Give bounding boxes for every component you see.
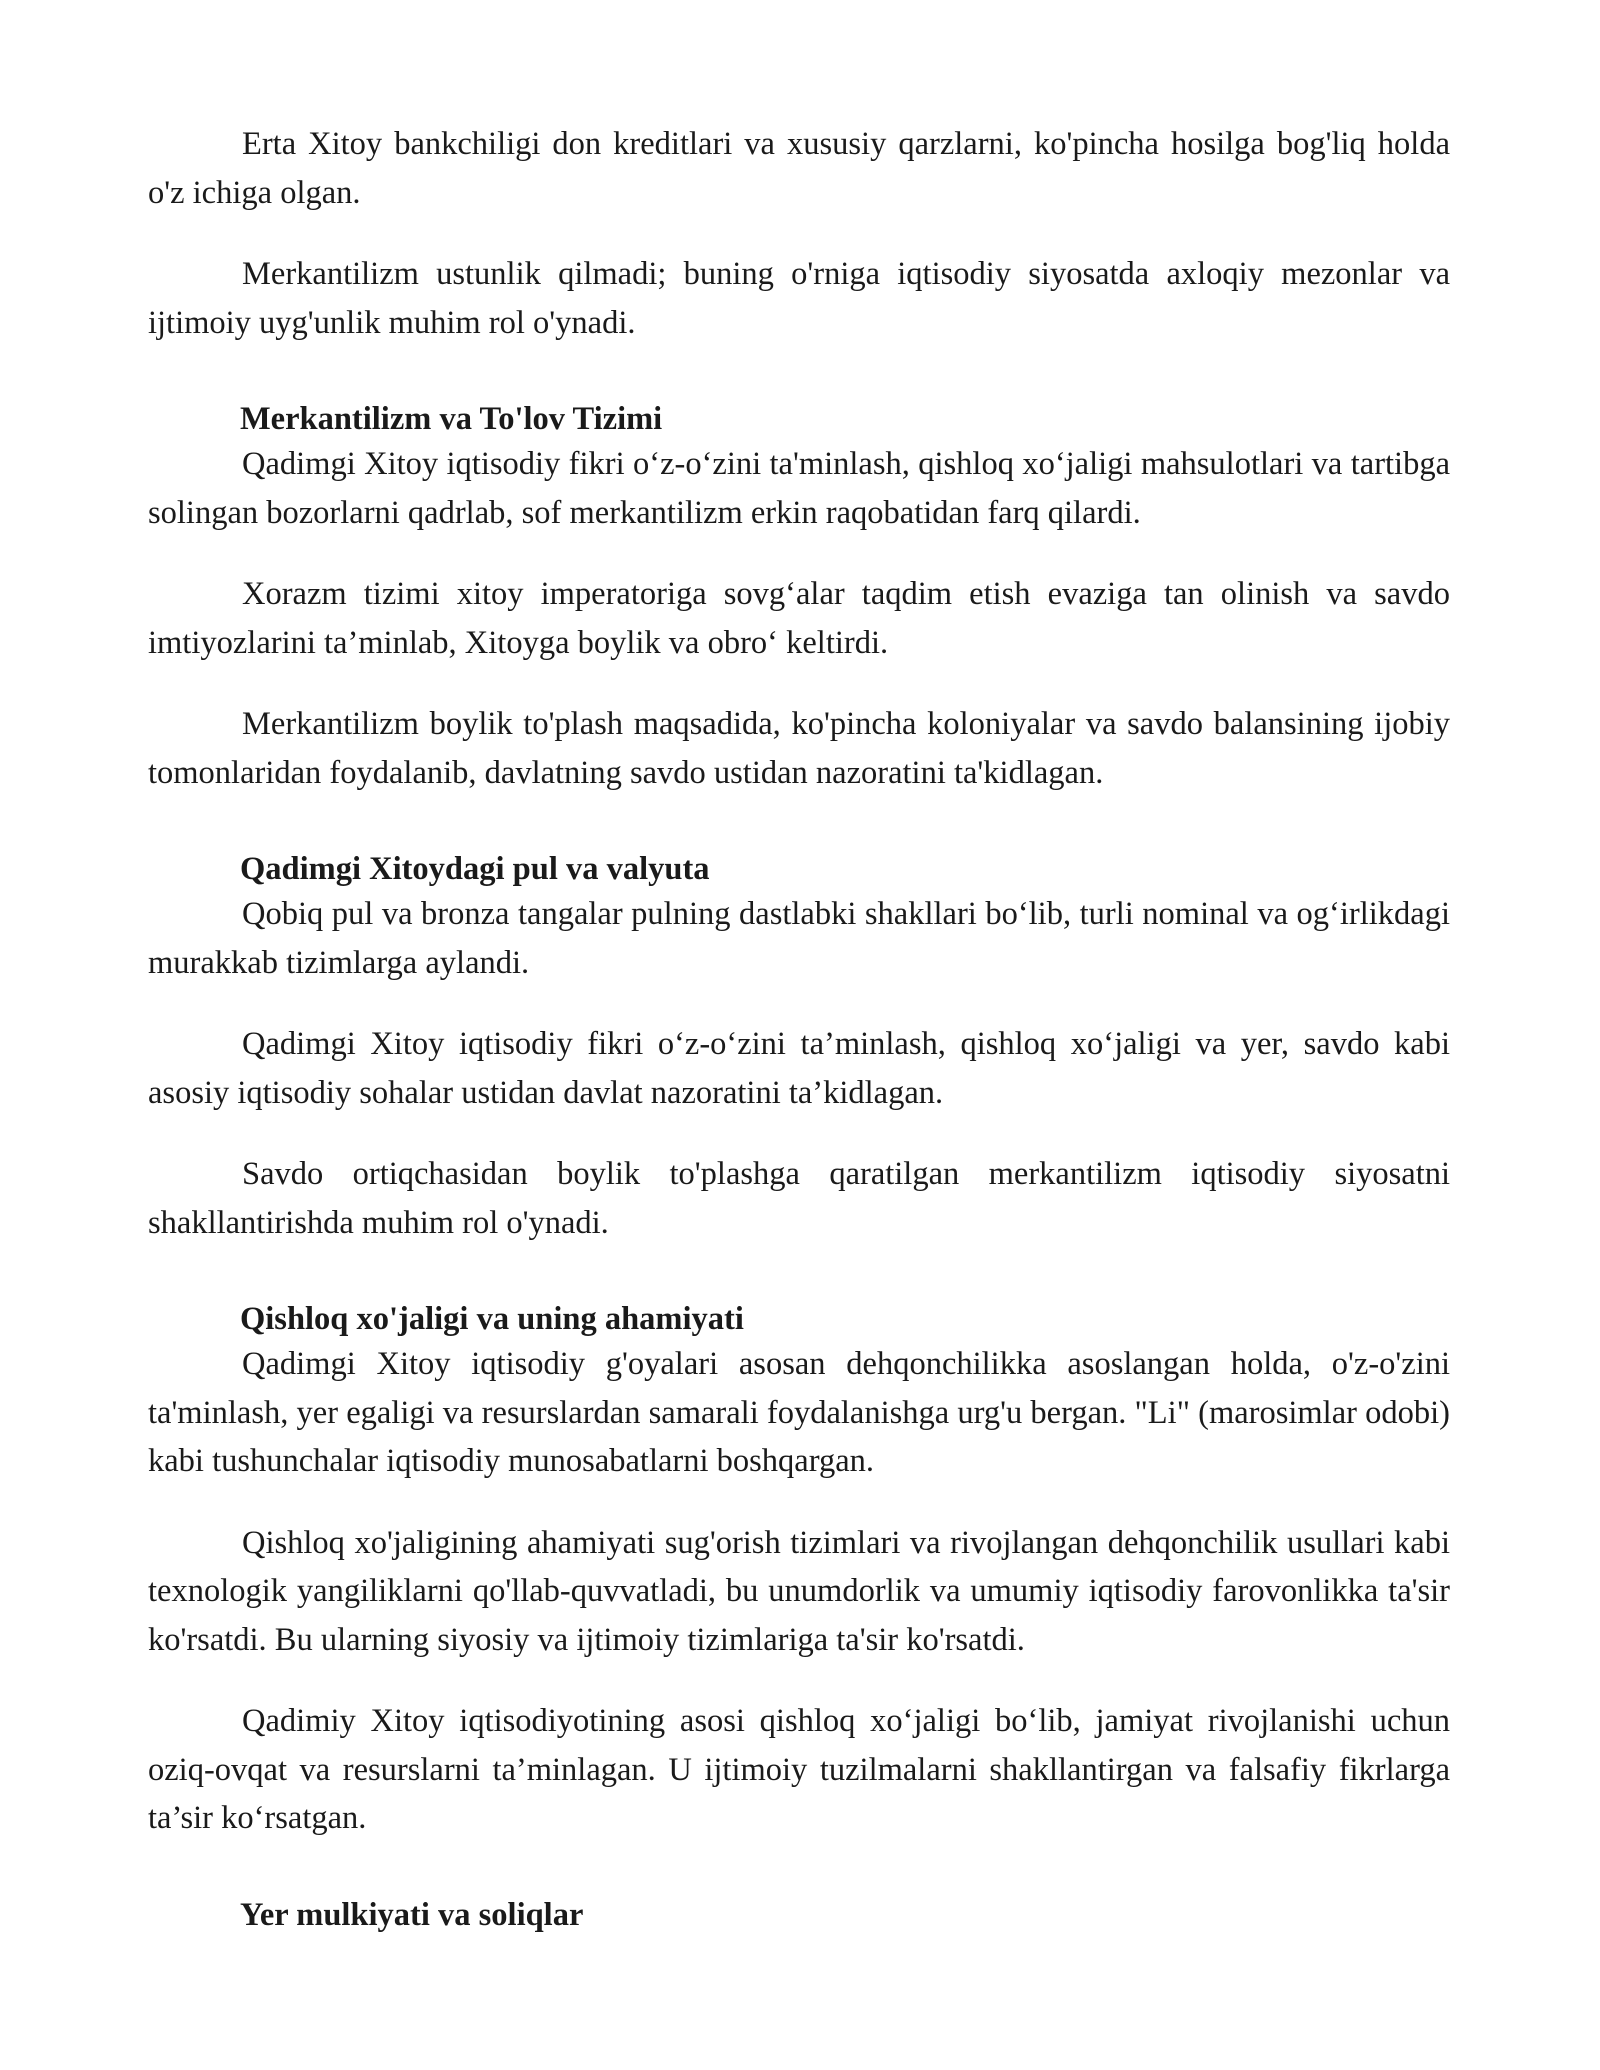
- section-heading: Yer mulkiyati va soliqlar: [240, 1896, 584, 1933]
- paragraph: Qadimgi Xitoy iqtisodiy g'oyalari asosan dehqonchilikka asoslangan holda, o'z-o'zini ta'minlash, yer egaligi va resurslardan samarali foydalanishga urg'u bergan. "Li" (marosimlar odobi) kabi tushunchalar iqtisodiy munosabatlarni boshqargan.: [148, 1346, 1450, 1479]
- paragraph: Merkantilizm ustunlik qilmadi; buning o'rniga iqtisodiy siyosatda axloqiy mezonlar va ijtimoiy uyg'unlik muhim rol o'ynadi.: [148, 256, 1450, 341]
- paragraph: Qadimgi Xitoy iqtisodiy fikri o‘z-o‘zini ta’minlash, qishloq xo‘jaligi va yer, savdo kabi asosiy iqtisodiy sohalar ustidan davlat nazoratini ta’kidlagan.: [148, 1026, 1450, 1111]
- paragraph: Qadimgi Xitoy iqtisodiy fikri o‘z-o‘zini ta'minlash, qishloq xo‘jaligi mahsulotlari va tartibga solingan bozorlarni qadrlab, sof merkantilizm erkin raqobatidan farq qilardi.: [148, 446, 1450, 531]
- paragraph: Xorazm tizimi xitoy imperatoriga sovg‘alar taqdim etish evaziga tan olinish va savdo imtiyozlarini ta’minlab, Xitoyga boylik va obro‘ keltirdi.: [148, 576, 1450, 661]
- paragraph: Savdo ortiqchasidan boylik to'plashga qaratilgan merkantilizm iqtisodiy siyosatni shakllantirishda muhim rol o'ynadi.: [148, 1156, 1450, 1241]
- paragraph: Qobiq pul va bronza tangalar pulning dastlabki shakllari bo‘lib, turli nominal va og‘irlikdagi murakkab tizimlarga aylandi.: [148, 896, 1450, 981]
- section-heading: Qadimgi Xitoydagi pul va valyuta: [240, 851, 710, 887]
- paragraph: Qadimiy Xitoy iqtisodiyotining asosi qishloq xo‘jaligi bo‘lib, jamiyat rivojlanishi uchun oziq-ovqat va resurslarni ta’minlagan. U ijtimoiy tuzilmalarni shakllantirgan va falsafiy fikrlarga ta’sir ko‘rsatgan.: [148, 1703, 1450, 1836]
- document-page: [148, 120, 1450, 1936]
- paragraph: Erta Xitoy bankchiligi don kreditlari va xususiy qarzlarni, ko'pincha hosilga bog'liq holda o'z ichiga olgan.: [148, 126, 1450, 211]
- paragraph: Merkantilizm boylik to'plash maqsadida, ko'pincha koloniyalar va savdo balansining ijobiy tomonlaridan foydalanib, davlatning savdo ustidan nazoratini ta'kidlagan.: [148, 706, 1450, 791]
- paragraph: Qishloq xo'jaligining ahamiyati sug'orish tizimlari va rivojlangan dehqonchilik usullari kabi texnologik yangiliklarni qo'llab-quvvatladi, bu unumdorlik va umumiy iqtisodiy farovonlikka ta'sir ko'rsatdi. Bu ularning siyosiy va ijtimoiy tizimlariga ta'sir ko'rsatdi.: [148, 1524, 1450, 1658]
- section-heading: Qishloq xo'jaligi va uning ahamiyati: [240, 1301, 744, 1337]
- section-heading: Merkantilizm va To'lov Tizimi: [240, 401, 663, 437]
